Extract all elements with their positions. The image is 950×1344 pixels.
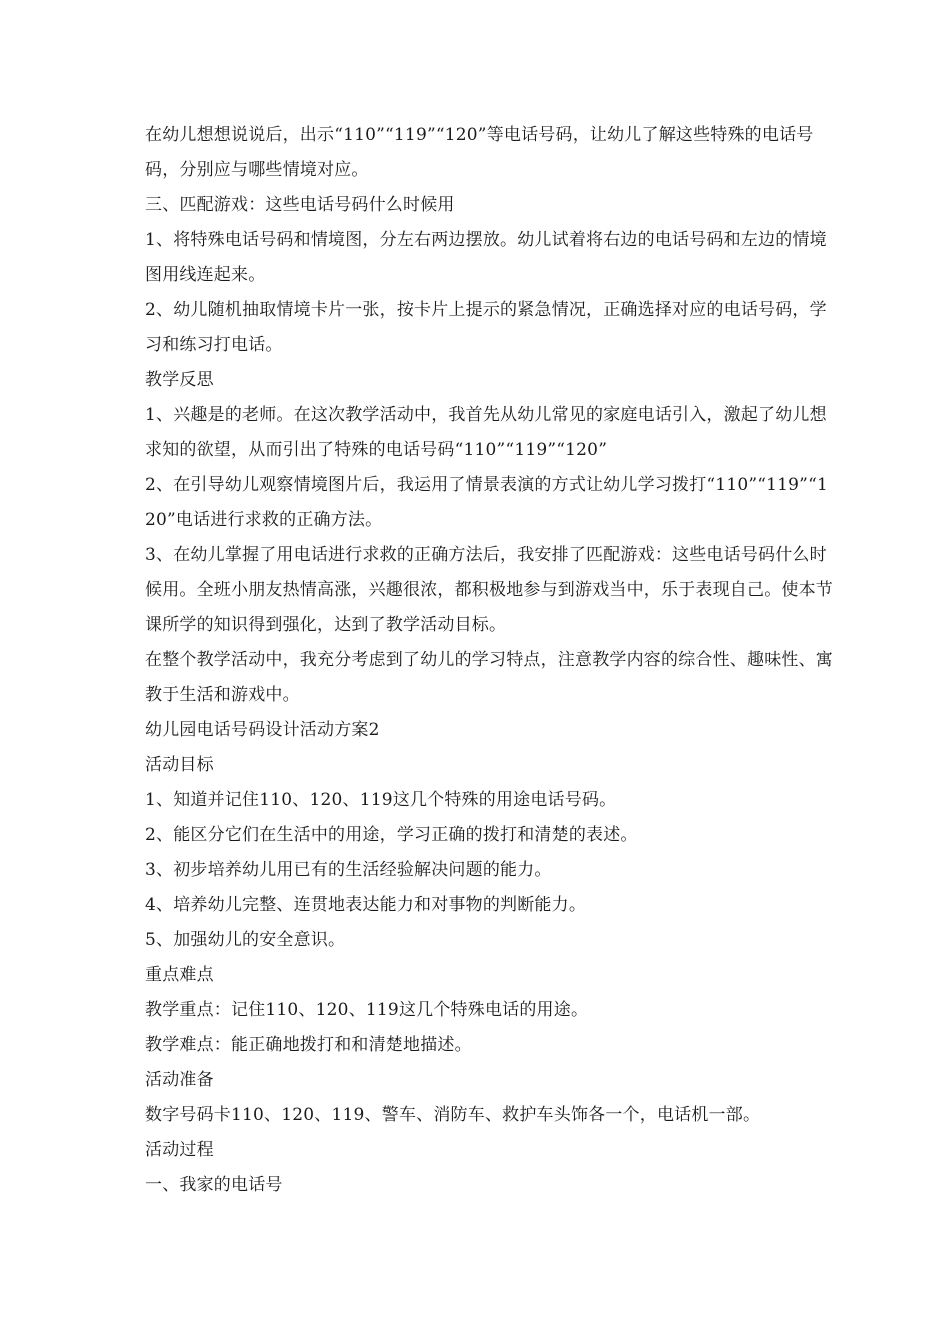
paragraph-key-point: 教学重点：记住110、120、119这几个特殊电话的用途。 <box>145 1000 589 1020</box>
document-body <box>145 118 835 1203</box>
goal-item-2: 2、能区分它们在生活中的用途，学习正确的拨打和清楚的表述。 <box>145 825 638 845</box>
goal-item-1: 1、知道并记住110、120、119这几个特殊的用途电话号码。 <box>145 790 617 810</box>
goal-item-4: 4、培养幼儿完整、连贯地表达能力和对事物的判断能力。 <box>145 895 587 915</box>
paragraph-reflection-3: 3、在幼儿掌握了用电话进行求救的正确方法后，我安排了匹配游戏：这些电话号码什么时候用。全班小朋友热情高涨，兴趣很浓，都积极地参与到游戏当中，乐于表现自己。使本节课所学的知识得到强化，达到了教学活动目标。 <box>145 545 833 635</box>
heading-my-home-phone: 一、我家的电话号 <box>145 1175 283 1195</box>
goal-item-3: 3、初步培养幼儿用已有的生活经验解决问题的能力。 <box>145 860 552 880</box>
paragraph-step-2: 2、幼儿随机抽取情境卡片一张，按卡片上提示的紧急情况，正确选择对应的电话号码，学习和练习打电话。 <box>145 300 827 355</box>
heading-key-difficulties: 重点难点 <box>145 965 214 985</box>
heading-matching-game: 三、匹配游戏：这些电话号码什么时候用 <box>145 195 455 215</box>
heading-activity-goals: 活动目标 <box>145 755 214 775</box>
paragraph-reflection-1: 1、兴趣是的老师。在这次教学活动中，我首先从幼儿常见的家庭电话引入，激起了幼儿想求知的欲望，从而引出了特殊的电话号码“110”“119”“120” <box>145 405 827 460</box>
paragraph-preparation-materials: 数字号码卡110、120、119、警车、消防车、救护车头饰各一个，电话机一部。 <box>145 1105 761 1125</box>
paragraph-step-1: 1、将特殊电话号码和情境图，分左右两边摆放。幼儿试着将右边的电话号码和左边的情境图用线连起来。 <box>145 230 827 285</box>
heading-activity-process: 活动过程 <box>145 1140 214 1160</box>
paragraph-reflection-summary: 在整个教学活动中，我充分考虑到了幼儿的学习特点，注意教学内容的综合性、趣味性、寓教于生活和游戏中。 <box>145 650 833 705</box>
goal-item-5: 5、加强幼儿的安全意识。 <box>145 930 346 950</box>
heading-teaching-reflection: 教学反思 <box>145 370 214 390</box>
paragraph-difficulty: 教学难点：能正确地拨打和和清楚地描述。 <box>145 1035 472 1055</box>
heading-activity-preparation: 活动准备 <box>145 1070 214 1090</box>
paragraph-reflection-2: 2、在引导幼儿观察情境图片后，我运用了情景表演的方式让幼儿学习拨打“110”“119”“120”电话进行求救的正确方法。 <box>145 475 828 530</box>
heading-plan-2: 幼儿园电话号码设计活动方案2 <box>145 720 380 740</box>
paragraph-intro-phone-numbers: 在幼儿想想说说后，出示“110”“119”“120”等电话号码，让幼儿了解这些特殊的电话号码，分别应与哪些情境对应。 <box>145 125 814 180</box>
